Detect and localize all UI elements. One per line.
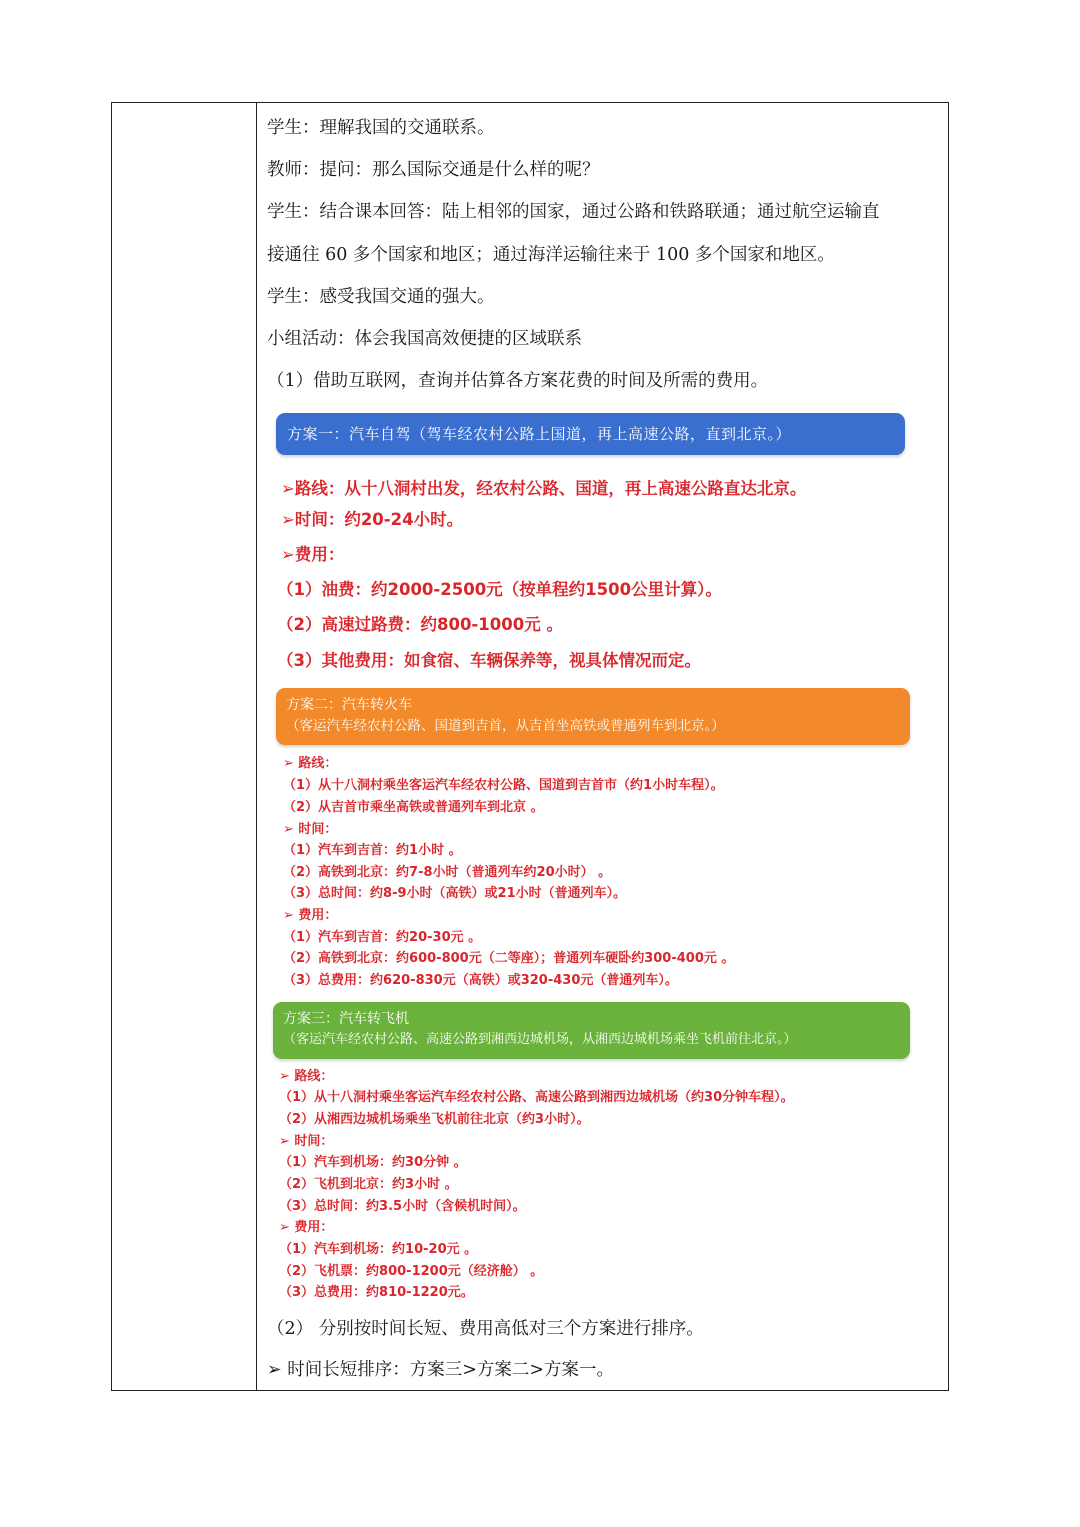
plan1-route: ➢路线：从十八洞村出发，经农村公路、国道，再上高速公路直达北京。 xyxy=(281,479,807,498)
intro-line-3b: 接通往 60 多个国家和地区；通过海洋运输往来于 100 多个国家和地区。 xyxy=(267,245,835,265)
plan1-cost-1: （1）油费：约2000-2500元（按单程约1500公里计算）。 xyxy=(277,580,722,599)
intro-line-6: （1）借助互联网，查询并估算各方案花费的时间及所需的费用。 xyxy=(267,371,769,391)
outro-line-1: （2） 分别按时间长短、费用高低对三个方案进行排序。 xyxy=(267,1319,704,1339)
plan1-cost-3: （3）其他费用：如食宿、车辆保养等，视具体情况而定。 xyxy=(277,651,701,670)
intro-line-1: 学生：理解我国的交通联系。 xyxy=(267,118,495,138)
plan3-line: （3）总时间：约3.5小时（含候机时间）。 xyxy=(279,1199,526,1214)
plan2-line: ➢ 时间： xyxy=(283,822,338,837)
plan3-banner xyxy=(273,1002,910,1059)
plan3-line: ➢ 时间： xyxy=(279,1134,334,1149)
plan1-cost-heading: ➢费用： xyxy=(281,545,345,564)
plan3-line: （2）飞机到北京：约3小时 。 xyxy=(279,1177,458,1192)
content-cell xyxy=(257,103,948,1390)
plan2-banner-subtitle: （客运汽车经农村公路、国道到吉首，从吉首坐高铁或普通列车到北京。） xyxy=(286,718,725,734)
plan1-time: ➢时间：约20-24小时。 xyxy=(281,510,464,529)
outro-line-2: ➢ 时间长短排序：方案三>方案二>方案一。 xyxy=(267,1360,615,1380)
plan3-line: （1）从十八洞村乘坐客运汽车经农村公路、高速公路到湘西边城机场（约30分钟车程）。 xyxy=(279,1090,794,1105)
plan1-banner-text: 方案一：汽车自驾（驾车经农村公路上国道，再上高速公路，直到北京。） xyxy=(287,425,792,443)
plan3-line: （2）飞机票：约800-1200元（经济舱） 。 xyxy=(279,1264,544,1279)
plan2-line: （3）总费用：约620-830元（高铁）或320-430元（普通列车）。 xyxy=(283,973,678,988)
plan2-banner xyxy=(276,688,910,745)
plan3-line: （3）总费用：约810-1220元。 xyxy=(279,1285,474,1300)
plan2-line: ➢ 路线： xyxy=(283,756,338,771)
intro-line-3a: 学生：结合课本回答：陆上相邻的国家，通过公路和铁路联通；通过航空运输直 xyxy=(267,202,880,222)
plan3-line: （2）从湘西边城机场乘坐飞机前往北京（约3小时）。 xyxy=(279,1112,590,1127)
intro-line-2: 教师：提问：那么国际交通是什么样的呢？ xyxy=(267,160,600,180)
plan2-line: ➢ 费用： xyxy=(283,908,338,923)
plan3-line: （1）汽车到机场：约10-20元 。 xyxy=(279,1242,478,1257)
plan2-line: （1）汽车到吉首：约1小时 。 xyxy=(283,843,462,858)
plan3-banner-subtitle: （客运汽车经农村公路、高速公路到湘西边城机场，从湘西边城机场乘坐飞机前往北京。） xyxy=(283,1032,797,1047)
intro-line-5: 小组活动：体会我国高效便捷的区域联系 xyxy=(267,329,582,349)
plan3-banner-title: 方案三：汽车转飞机 xyxy=(283,1011,409,1027)
plan2-line: （1）汽车到吉首：约20-30元 。 xyxy=(283,930,482,945)
plan1-cost-2: （2）高速过路费：约800-1000元 。 xyxy=(277,615,563,634)
plan2-line: （1）从十八洞村乘坐客运汽车经农村公路、国道到吉首市（约1小时车程）。 xyxy=(283,778,724,793)
plan2-banner-title: 方案二：汽车转火车 xyxy=(286,697,412,713)
plan2-line: （2）高铁到北京：约7-8小时（普通列车约20小时） 。 xyxy=(283,865,612,880)
plan3-line: ➢ 路线： xyxy=(279,1069,334,1084)
intro-line-4: 学生：感受我国交通的强大。 xyxy=(267,287,495,307)
plan2-line: （3）总时间：约8-9小时（高铁）或21小时（普通列车）。 xyxy=(283,886,627,901)
plan2-line: （2）高铁到北京：约600-800元（二等座）；普通列车硬卧约300-400元 。 xyxy=(283,951,735,966)
plan1-banner xyxy=(276,413,905,455)
plan2-line: （2）从吉首市乘坐高铁或普通列车到北京 。 xyxy=(283,800,544,815)
plan3-line: ➢ 费用： xyxy=(279,1220,334,1235)
plan3-line: （1）汽车到机场：约30分钟 。 xyxy=(279,1155,467,1170)
